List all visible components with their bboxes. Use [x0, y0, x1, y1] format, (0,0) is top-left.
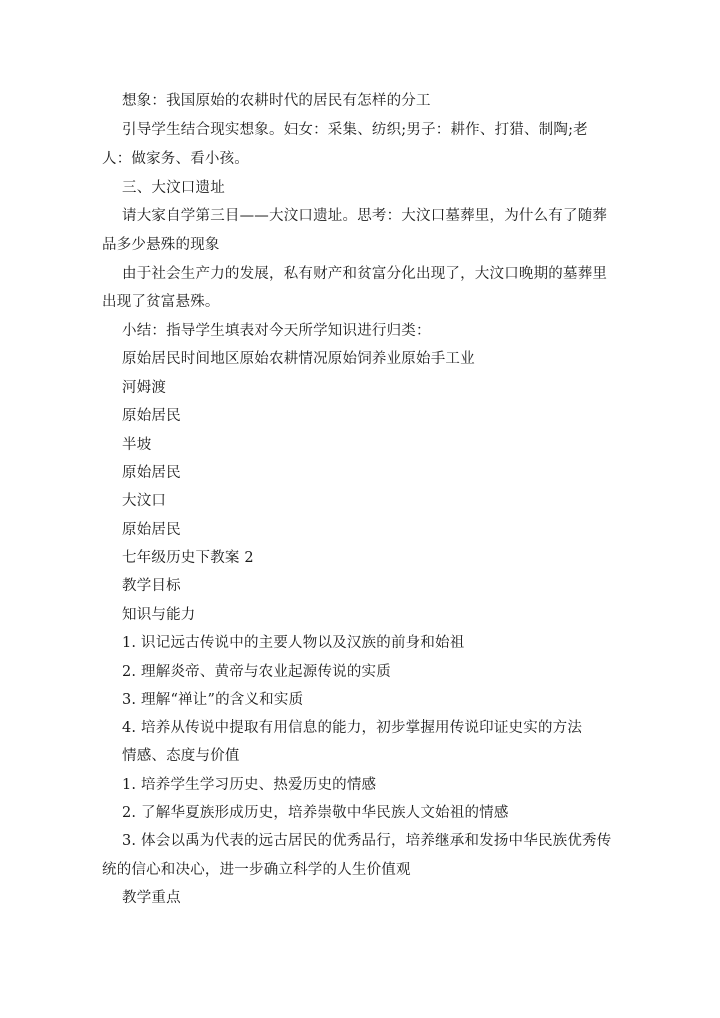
list-item: 1. 识记远古传说中的主要人物以及汉族的前身和始祖	[122, 635, 465, 651]
list-item: 4. 培养从传说中提取有用信息的能力，初步掌握用传说印证史实的方法	[122, 720, 583, 736]
text-line: 人：做家务、看小孩。	[102, 151, 249, 167]
section-heading: 知识与能力	[122, 607, 196, 623]
document-title: 七年级历史下教案 2	[122, 550, 254, 566]
text-line: 出现了贫富悬殊。	[102, 294, 220, 310]
text-line: 引导学生结合现实想象。妇女：采集、纺织;男子：耕作、打猎、制陶;老	[122, 122, 588, 138]
section-heading: 教学目标	[122, 578, 181, 594]
text-line: 小结：指导学生填表对今天所学知识进行归类：	[122, 323, 431, 339]
list-item: 3. 理解“禅让”的含义和实质	[122, 692, 304, 708]
table-header-line: 原始居民时间地区原始农耕情况原始饲养业原始手工业	[122, 351, 475, 367]
table-cell-line: 原始居民	[122, 465, 181, 481]
section-heading: 情感、态度与价值	[122, 748, 240, 764]
text-line: 由于社会生产力的发展，私有财产和贫富分化出现了，大汶口晚期的墓葬里	[122, 266, 608, 282]
text-line: 请大家自学第三目——大汶口遗址。思考：大汶口墓葬里，为什么有了随葬	[122, 208, 608, 224]
section-heading: 教学重点	[122, 890, 181, 906]
text-line: 想象：我国原始的农耕时代的居民有怎样的分工	[122, 93, 431, 109]
table-cell-line: 原始居民	[122, 522, 181, 538]
list-item: 2. 理解炎帝、黄帝与农业起源传说的实质	[122, 664, 391, 680]
table-cell-line: 大汶口	[122, 493, 167, 509]
text-line: 统的信心和决心，进一步确立科学的人生价值观	[102, 862, 411, 878]
text-line: 品多少悬殊的现象	[102, 237, 220, 253]
table-cell-line: 半坡	[122, 437, 152, 453]
list-item: 2. 了解华夏族形成历史，培养崇敬中华民族人文始祖的情感	[122, 805, 509, 821]
table-cell-line: 河姆渡	[122, 380, 167, 396]
table-cell-line: 原始居民	[122, 408, 181, 424]
list-item: 3. 体会以禹为代表的远古居民的优秀品行，培养继承和发扬中华民族优秀传	[122, 833, 612, 849]
list-item: 1. 培养学生学习历史、热爱历史的情感	[122, 777, 377, 793]
section-heading: 三、大汶口遗址	[122, 180, 225, 196]
